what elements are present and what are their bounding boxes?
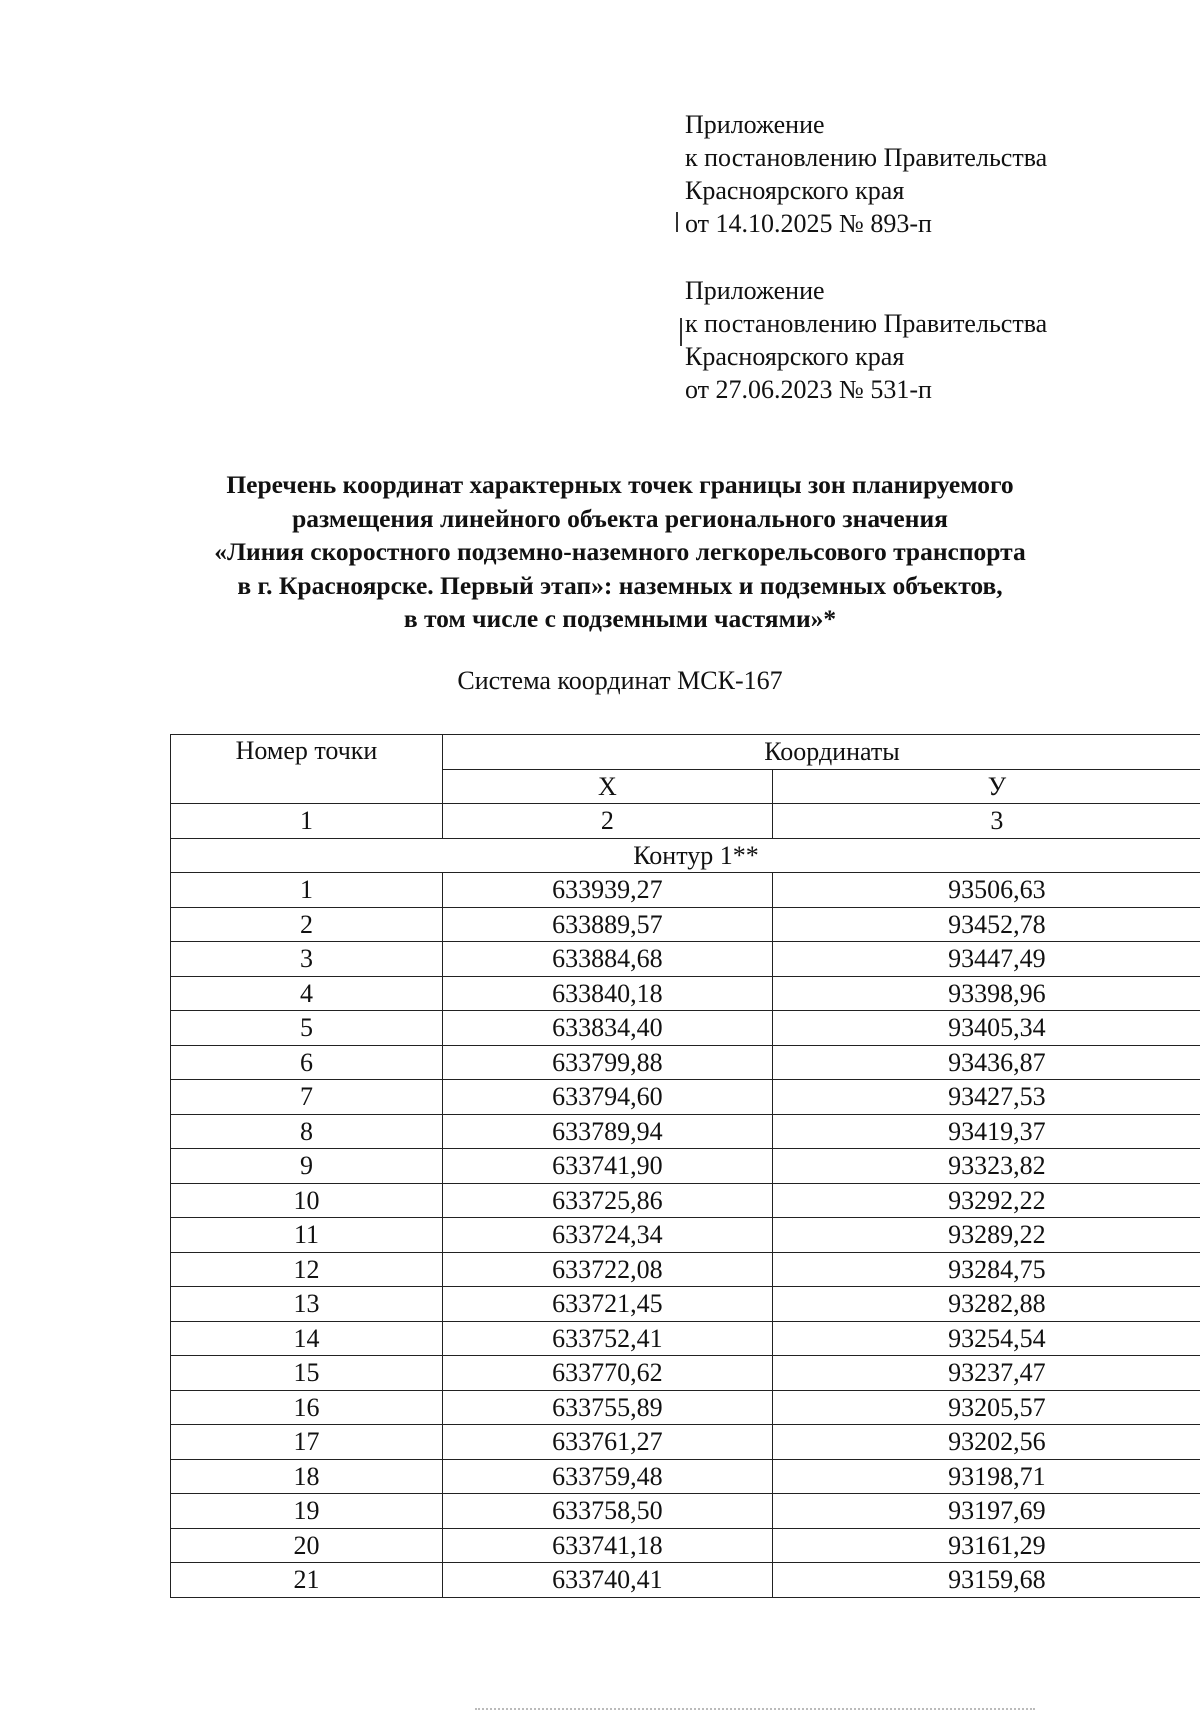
x-coordinate-cell: 633834,40 xyxy=(442,1011,772,1046)
x-coordinate-cell: 633770,62 xyxy=(442,1356,772,1391)
point-number-cell: 4 xyxy=(171,976,443,1011)
point-number-cell: 3 xyxy=(171,942,443,977)
y-coordinate-cell: 93292,22 xyxy=(772,1183,1200,1218)
column-number-cell: 3 xyxy=(772,804,1200,839)
point-number-cell: 20 xyxy=(171,1528,443,1563)
table-row xyxy=(171,1287,1200,1322)
column-number-cell: 1 xyxy=(171,804,443,839)
point-number-cell: 18 xyxy=(171,1459,443,1494)
table-row xyxy=(171,1528,1200,1563)
scan-footer-artifact xyxy=(475,1708,1035,1713)
table-row xyxy=(171,1356,1200,1391)
table-row xyxy=(171,1183,1200,1218)
table-row xyxy=(171,1045,1200,1080)
scan-artifact-mark xyxy=(680,318,682,346)
y-coordinate-cell: 93419,37 xyxy=(772,1114,1200,1149)
x-coordinate-cell: 633939,27 xyxy=(442,873,772,908)
table-row xyxy=(171,1218,1200,1253)
x-coordinate-cell: 633758,50 xyxy=(442,1494,772,1529)
y-coordinate-cell: 93205,57 xyxy=(772,1390,1200,1425)
title-line: размещения линейного объекта регионального значения xyxy=(292,503,948,533)
y-coordinate-cell: 93427,53 xyxy=(772,1080,1200,1115)
table-row xyxy=(171,1011,1200,1046)
y-coordinate-cell: 93506,63 xyxy=(772,873,1200,908)
y-coordinate-cell: 93159,68 xyxy=(772,1563,1200,1598)
x-coordinate-cell: 633789,94 xyxy=(442,1114,772,1149)
title-line: «Линия скоростного подземно-наземного легкорельсового транспорта xyxy=(214,537,1026,566)
document-title xyxy=(120,468,1120,636)
table-row xyxy=(171,873,1200,908)
coordinates-table xyxy=(170,734,1200,1598)
table-row xyxy=(171,907,1200,942)
title-line: Перечень координат характерных точек границы зон планируемого xyxy=(226,470,1014,499)
contour-label: Контур 1** xyxy=(171,838,1200,873)
table-row xyxy=(171,1321,1200,1356)
x-coordinate-cell: 633889,57 xyxy=(442,907,772,942)
y-coordinate-cell: 93323,82 xyxy=(772,1149,1200,1184)
point-number-cell: 2 xyxy=(171,907,443,942)
y-coordinate-cell: 93405,34 xyxy=(772,1011,1200,1046)
point-number-cell: 10 xyxy=(171,1183,443,1218)
point-number-cell: 8 xyxy=(171,1114,443,1149)
header-coordinates: Координаты xyxy=(442,735,1200,770)
header-point-number: Номер точки xyxy=(171,735,443,804)
x-coordinate-cell: 633741,18 xyxy=(442,1528,772,1563)
point-number-cell: 14 xyxy=(171,1321,443,1356)
scan-artifact-mark xyxy=(676,212,678,232)
x-coordinate-cell: 633722,08 xyxy=(442,1252,772,1287)
point-number-cell: 5 xyxy=(171,1011,443,1046)
table-row xyxy=(171,976,1200,1011)
y-coordinate-cell: 93254,54 xyxy=(772,1321,1200,1356)
point-number-cell: 6 xyxy=(171,1045,443,1080)
x-coordinate-cell: 633794,60 xyxy=(442,1080,772,1115)
table-row xyxy=(171,1149,1200,1184)
table-row xyxy=(171,1080,1200,1115)
table-row xyxy=(171,1494,1200,1529)
header-y: У xyxy=(772,769,1200,804)
x-coordinate-cell: 633755,89 xyxy=(442,1390,772,1425)
x-coordinate-cell: 633740,41 xyxy=(442,1563,772,1598)
point-number-cell: 21 xyxy=(171,1563,443,1598)
appendix-line: Приложение xyxy=(685,276,825,305)
x-coordinate-cell: 633799,88 xyxy=(442,1045,772,1080)
y-coordinate-cell: 93202,56 xyxy=(772,1425,1200,1460)
point-number-cell: 1 xyxy=(171,873,443,908)
coordinate-system-label: Система координат МСК-167 xyxy=(457,666,783,695)
table-row xyxy=(171,1425,1200,1460)
appendix-line: от 14.10.2025 № 893-п xyxy=(685,209,932,238)
y-coordinate-cell: 93398,96 xyxy=(772,976,1200,1011)
y-coordinate-cell: 93289,22 xyxy=(772,1218,1200,1253)
y-coordinate-cell: 93237,47 xyxy=(772,1356,1200,1391)
header-x: Х xyxy=(442,769,772,804)
x-coordinate-cell: 633724,34 xyxy=(442,1218,772,1253)
y-coordinate-cell: 93452,78 xyxy=(772,907,1200,942)
y-coordinate-cell: 93447,49 xyxy=(772,942,1200,977)
table-row xyxy=(171,1459,1200,1494)
point-number-cell: 7 xyxy=(171,1080,443,1115)
table-row xyxy=(171,1563,1200,1598)
appendix-line: к постановлению Правительства xyxy=(685,143,1048,172)
appendix-previous-header xyxy=(685,274,1145,406)
y-coordinate-cell: 93197,69 xyxy=(772,1494,1200,1529)
x-coordinate-cell: 633840,18 xyxy=(442,976,772,1011)
point-number-cell: 16 xyxy=(171,1390,443,1425)
point-number-cell: 12 xyxy=(171,1252,443,1287)
x-coordinate-cell: 633752,41 xyxy=(442,1321,772,1356)
column-number-row xyxy=(171,804,1200,839)
appendix-line: к постановлению Правительства xyxy=(685,309,1048,338)
table-row xyxy=(171,1114,1200,1149)
table-row xyxy=(171,1252,1200,1287)
appendix-line: Красноярского края xyxy=(685,176,905,205)
table-row xyxy=(171,1390,1200,1425)
title-line: в том числе с подземными частями»* xyxy=(403,604,837,633)
title-line: в г. Красноярске. Первый этап»: наземных и подземных объектов, xyxy=(237,570,1003,600)
x-coordinate-cell: 633741,90 xyxy=(442,1149,772,1184)
table-row xyxy=(171,942,1200,977)
point-number-cell: 11 xyxy=(171,1218,443,1253)
point-number-cell: 17 xyxy=(171,1425,443,1460)
y-coordinate-cell: 93436,87 xyxy=(772,1045,1200,1080)
point-number-cell: 9 xyxy=(171,1149,443,1184)
x-coordinate-cell: 633884,68 xyxy=(442,942,772,977)
y-coordinate-cell: 93282,88 xyxy=(772,1287,1200,1322)
x-coordinate-cell: 633759,48 xyxy=(442,1459,772,1494)
appendix-line: Красноярского края xyxy=(685,342,905,371)
x-coordinate-cell: 633725,86 xyxy=(442,1183,772,1218)
contour-row xyxy=(171,838,1200,873)
appendix-line: от 27.06.2023 № 531-п xyxy=(685,375,932,404)
x-coordinate-cell: 633761,27 xyxy=(442,1425,772,1460)
point-number-cell: 15 xyxy=(171,1356,443,1391)
point-number-cell: 19 xyxy=(171,1494,443,1529)
x-coordinate-cell: 633721,45 xyxy=(442,1287,772,1322)
appendix-line: Приложение xyxy=(685,110,825,139)
point-number-cell: 13 xyxy=(171,1287,443,1322)
y-coordinate-cell: 93198,71 xyxy=(772,1459,1200,1494)
column-number-cell: 2 xyxy=(442,804,772,839)
table-header-row xyxy=(171,735,1200,770)
appendix-current-header xyxy=(685,108,1145,240)
y-coordinate-cell: 93161,29 xyxy=(772,1528,1200,1563)
y-coordinate-cell: 93284,75 xyxy=(772,1252,1200,1287)
